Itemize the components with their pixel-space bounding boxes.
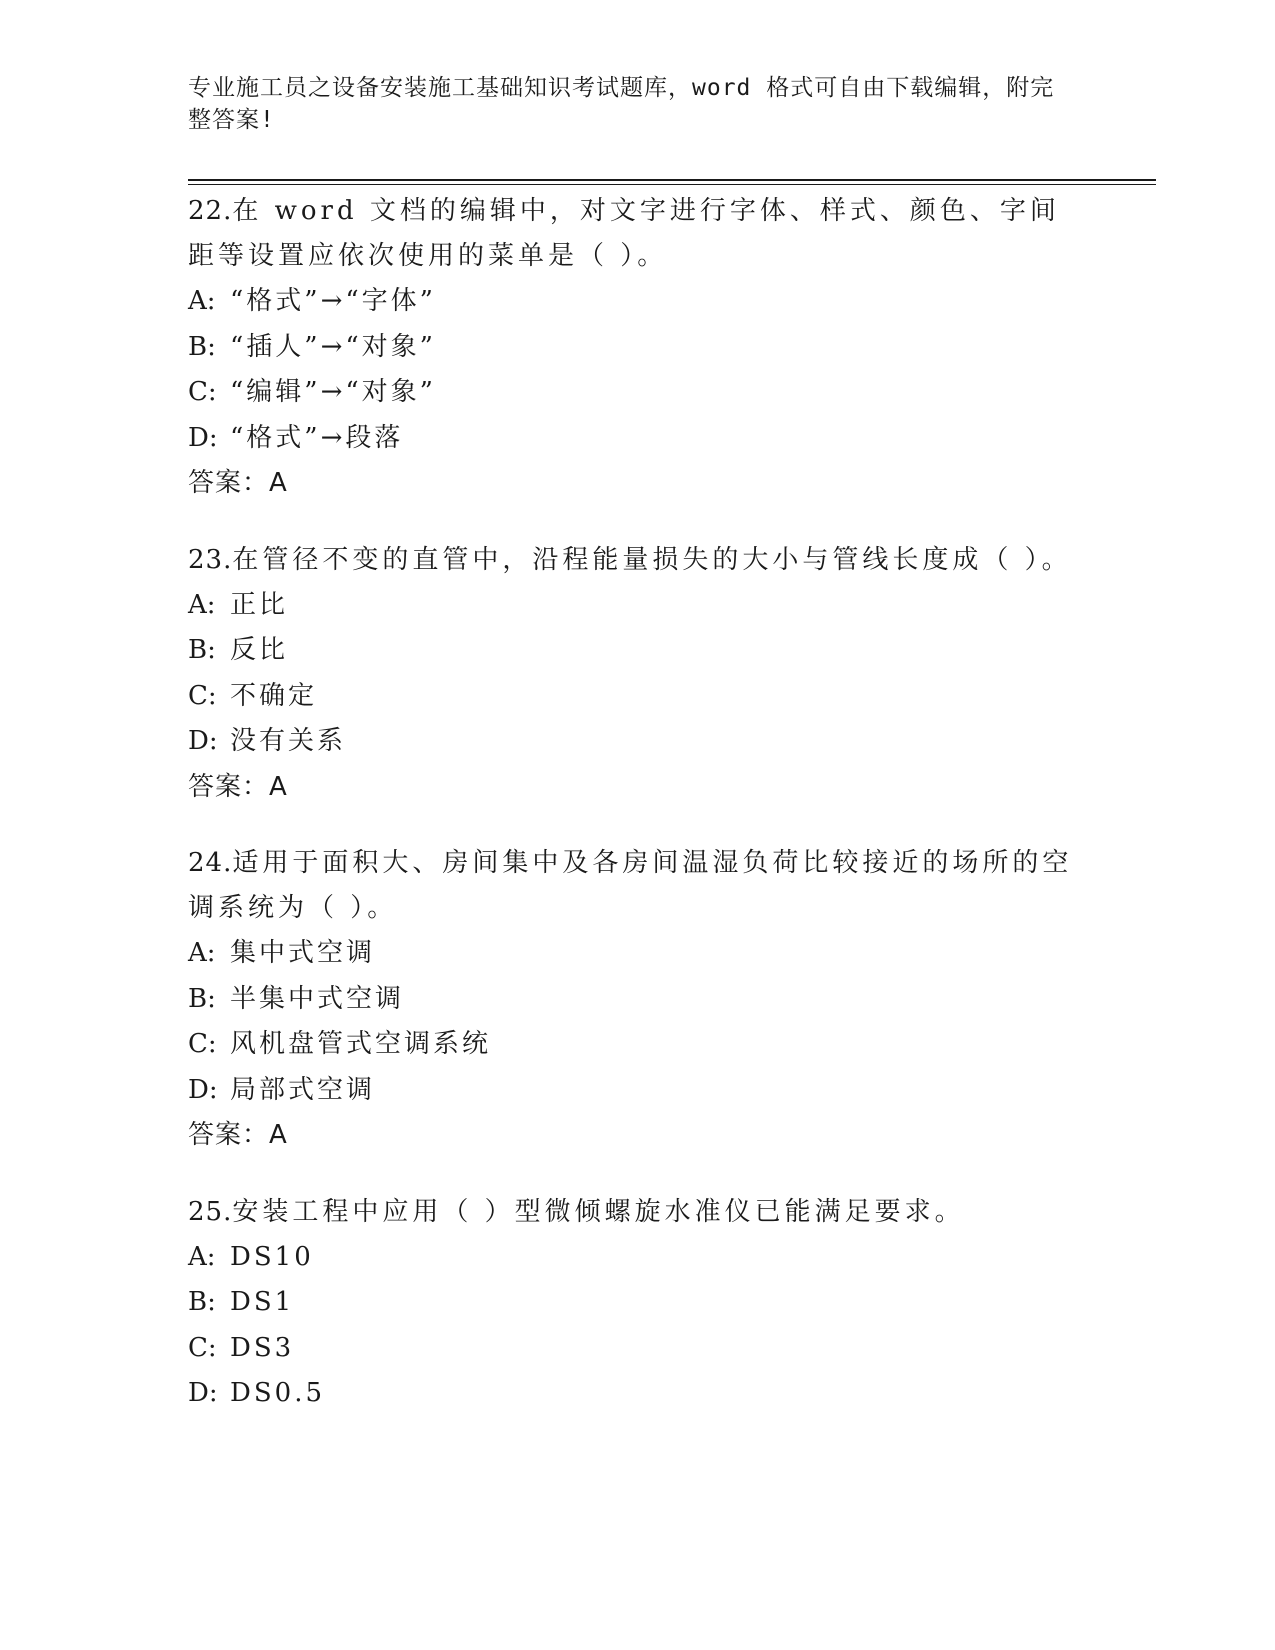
option-text: “格式”→“字体” [230,286,436,316]
option-c [188,370,1088,416]
option-text: DS1 [230,1287,295,1317]
option-b [188,325,1088,371]
option-key: C: [188,680,217,711]
question-number: 24. [188,848,233,878]
option-key: A: [188,1241,216,1272]
question-text: 适用于面积大、房间集中及各房间温湿负荷比较接近的场所的空调系统为（ ）。 [188,848,1073,923]
option-text: “插人”→“对象” [230,331,436,362]
option-a [188,931,1088,977]
question-stem [188,538,1088,583]
option-key: D: [188,726,218,756]
option-text: 风机盘管式空调系统 [230,1029,492,1059]
option-text: DS0.5 [230,1378,326,1408]
option-key: D: [188,422,218,453]
question-25 [188,1190,1088,1417]
option-text: 没有关系 [230,726,347,756]
option-d [188,416,1088,462]
option-key: D: [188,1378,218,1408]
option-d [188,1068,1088,1114]
option-key: C: [188,377,217,407]
option-key: B: [188,635,216,665]
question-stem [188,189,1088,279]
option-a [188,279,1088,325]
option-text: DS3 [230,1332,295,1363]
option-text: 局部式空调 [230,1074,376,1105]
option-key: B: [188,331,216,362]
question-stem [188,841,1088,931]
option-key: C: [188,1029,217,1059]
header-divider-thin [188,184,1156,185]
option-c [188,1326,1088,1372]
option-key: B: [188,1287,216,1317]
option-key: A: [188,286,216,316]
question-23 [188,538,1088,811]
option-c [188,674,1088,720]
option-text: “格式”→段落 [230,422,404,453]
question-list [188,189,1088,1448]
header-divider-thick [188,179,1156,181]
option-d [188,1371,1088,1417]
option-b [188,628,1088,674]
question-number: 25. [188,1196,233,1227]
option-key: D: [188,1074,218,1105]
answer-line: 答案：A [188,771,288,802]
document-header: 专业施工员之设备安装施工基础知识考试题库，word 格式可自由下载编辑，附完整答案! [188,75,1055,133]
option-key: A: [188,589,216,620]
option-key: C: [188,1332,217,1363]
option-text: 不确定 [230,680,318,711]
question-number: 22. [188,196,233,226]
option-text: “编辑”→“对象” [230,377,436,407]
question-text: 在 word 文档的编辑中，对文字进行字体、样式、颜色、字间距等设置应依次使用的菜单是（ ）。 [188,196,1060,271]
option-c [188,1022,1088,1068]
question-24 [188,841,1088,1159]
option-d [188,719,1088,765]
option-key: A: [188,938,216,968]
option-b [188,977,1088,1023]
option-text: 集中式空调 [230,938,376,968]
question-22 [188,189,1088,507]
option-text: DS10 [230,1241,314,1272]
option-text: 反比 [230,635,289,665]
answer-line: 答案：A [188,1120,288,1150]
option-b [188,1280,1088,1326]
option-text: 正比 [230,589,289,620]
question-text: 在管径不变的直管中，沿程能量损失的大小与管线长度成（ ）。 [232,544,1072,575]
question-number: 23. [188,544,233,575]
option-text: 半集中式空调 [230,983,405,1014]
option-a [188,583,1088,629]
option-a [188,1235,1088,1281]
option-key: B: [188,983,216,1014]
question-text: 安装工程中应用（ ）型微倾螺旋水准仪已能满足要求。 [232,1196,965,1227]
answer-line: 答案：A [188,468,288,498]
question-stem [188,1190,1088,1235]
